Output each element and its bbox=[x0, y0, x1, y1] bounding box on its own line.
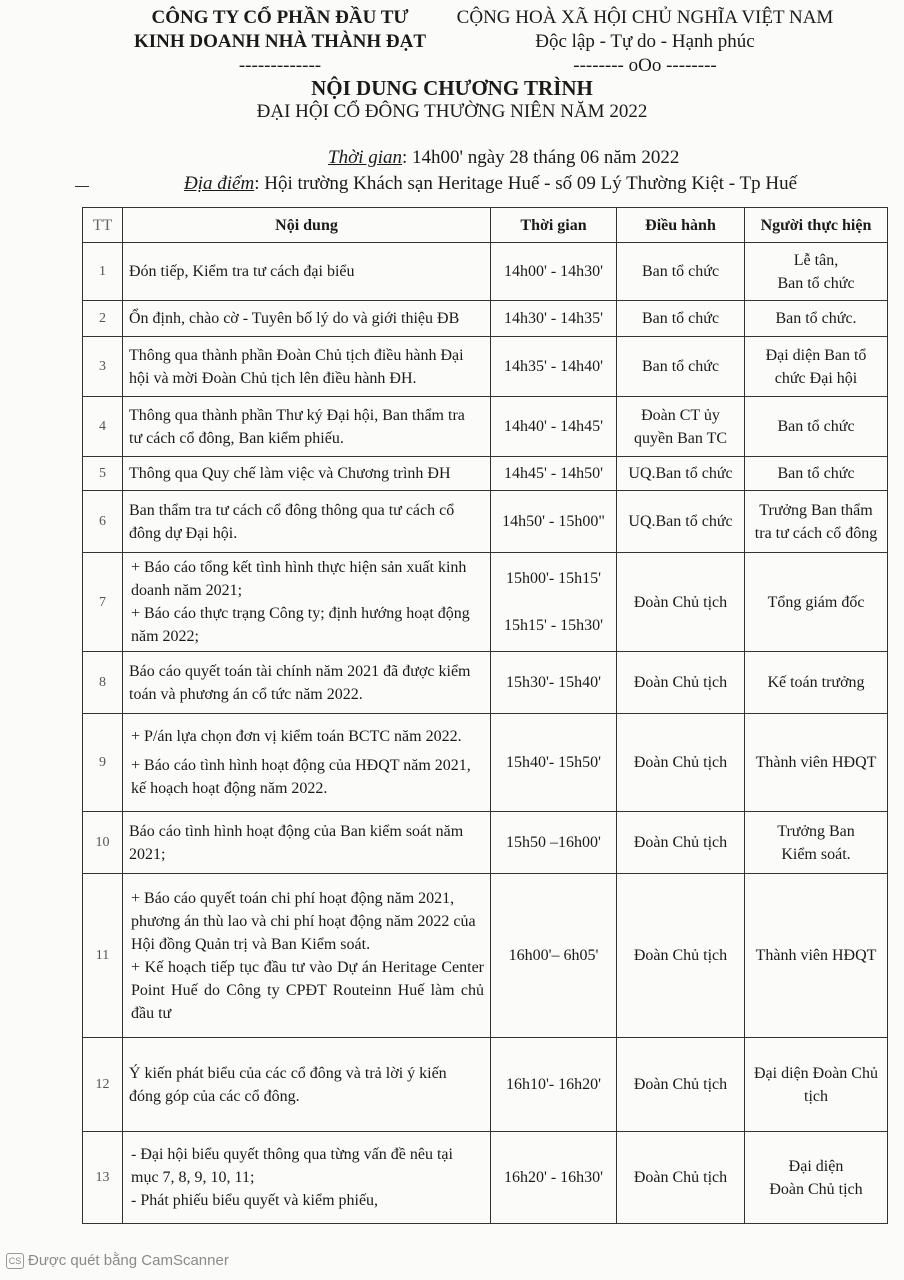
row-content bbox=[123, 301, 491, 337]
row-performer bbox=[745, 652, 888, 714]
table-row bbox=[83, 714, 888, 812]
header-lead: Điều hành bbox=[617, 208, 745, 243]
row-lead: Đoàn Chủ tịch bbox=[617, 652, 745, 714]
row-time bbox=[491, 337, 617, 397]
content-line: toán và phương án cổ tức năm 2022. bbox=[129, 685, 363, 703]
row-content bbox=[123, 337, 491, 397]
time-line: 16h00'– 6h05' bbox=[508, 947, 599, 964]
row-number: 12 bbox=[83, 1038, 123, 1132]
row-time bbox=[491, 397, 617, 457]
watermark-text: Được quét bằng CamScanner bbox=[28, 1252, 229, 1269]
row-number: 2 bbox=[83, 301, 123, 337]
nation-motto: Độc lập - Tự do - Hạnh phúc bbox=[535, 31, 755, 52]
row-lead: Đoàn Chủ tịch bbox=[617, 553, 745, 652]
time-label: Thời gian bbox=[328, 147, 403, 168]
time-line: 15h50 –16h00' bbox=[506, 834, 601, 851]
nation-rule: -------- oOo -------- bbox=[573, 55, 717, 76]
scanner-watermark bbox=[6, 1252, 229, 1269]
row-time bbox=[491, 1132, 617, 1224]
content-line: đông dự Đại hội. bbox=[129, 524, 238, 542]
row-number: 13 bbox=[83, 1132, 123, 1224]
table-row bbox=[83, 1038, 888, 1132]
performer-line: chức Đại hội bbox=[774, 369, 858, 387]
table-row bbox=[83, 874, 888, 1038]
performer-line: Ban tổ chức bbox=[777, 418, 855, 435]
row-performer bbox=[745, 1038, 888, 1132]
row-performer bbox=[745, 812, 888, 874]
content-bullet: - Phát phiếu biểu quyết và kiểm phiếu, bbox=[131, 1192, 379, 1209]
performer-line: tra tư cách cổ đông bbox=[754, 524, 878, 542]
row-number: 5 bbox=[83, 457, 123, 491]
row-number: 3 bbox=[83, 337, 123, 397]
header-time: Thời gian bbox=[491, 208, 617, 243]
agenda-table bbox=[82, 207, 888, 1224]
time-line: 15h30'- 15h40' bbox=[505, 674, 602, 691]
performer-line: Kế toán trưởng bbox=[767, 674, 865, 691]
content-bullet: + Báo cáo thực trạng Công ty; định hướng hoạt động năm 2022; bbox=[131, 605, 470, 645]
performer-line: Ban tổ chức. bbox=[775, 310, 857, 327]
row-performer bbox=[745, 553, 888, 652]
camscanner-icon: CS bbox=[6, 1253, 24, 1269]
title-line2: ĐẠI HỘI CỔ ĐÔNG THƯỜNG NIÊN NĂM 2022 bbox=[256, 101, 648, 122]
table-row bbox=[83, 1132, 888, 1224]
row-time bbox=[491, 243, 617, 301]
row-content bbox=[123, 397, 491, 457]
performer-line: Đoàn Chủ tịch bbox=[769, 1180, 863, 1198]
performer-line: Trưởng Ban thẩm bbox=[759, 501, 873, 519]
content-line: hội và mời Đoàn Chủ tịch lên điều hành ĐH. bbox=[129, 369, 417, 387]
time-line: 15h00'- 15h15' bbox=[505, 570, 602, 587]
row-number: 10 bbox=[83, 812, 123, 874]
content-line: đóng góp của các cổ đông. bbox=[129, 1087, 300, 1105]
time-line: 15h40'- 15h50' bbox=[505, 754, 602, 771]
row-performer bbox=[745, 397, 888, 457]
row-content bbox=[123, 714, 491, 812]
row-content bbox=[123, 491, 491, 553]
company-rule: ------------- bbox=[238, 55, 322, 76]
time-value: : 14h00' ngày 28 tháng 06 năm 2022 bbox=[402, 147, 680, 168]
content-line: tư cách cổ đông, Ban kiểm phiếu. bbox=[129, 429, 344, 447]
time-line: 14h45' - 14h50' bbox=[503, 465, 604, 482]
performer-line: Đại diện Ban tổ bbox=[765, 346, 867, 364]
company-header bbox=[100, 6, 460, 78]
performer-line: Thành viên HĐQT bbox=[755, 754, 877, 771]
content-bullet: + Báo cáo tổng kết tình hình thực hiện sản xuất kinh doanh năm 2021; bbox=[131, 559, 467, 599]
place-value: : Hội trường Khách sạn Heritage Huế - số 09 Lý Thường Kiệt - Tp Huế bbox=[254, 173, 798, 194]
table-row bbox=[83, 301, 888, 337]
performer-line: Đại diện Đoàn Chủ bbox=[754, 1064, 878, 1082]
row-performer bbox=[745, 1132, 888, 1224]
row-lead: UQ.Ban tổ chức bbox=[617, 457, 745, 491]
time-line: 14h50' - 15h00" bbox=[502, 513, 605, 530]
time-line: 14h35' - 14h40' bbox=[503, 358, 604, 375]
header-content: Nội dung bbox=[123, 208, 491, 243]
row-lead: Đoàn Chủ tịch bbox=[617, 1038, 745, 1132]
content-line: Thông qua thành phần Thư ký Đại hội, Ban thẩm tra bbox=[129, 406, 465, 424]
time-line: 14h40' - 14h45' bbox=[503, 418, 604, 435]
row-content bbox=[123, 874, 491, 1038]
row-number: 1 bbox=[83, 243, 123, 301]
row-number: 8 bbox=[83, 652, 123, 714]
performer-line: Tổng giám đốc bbox=[767, 593, 865, 611]
content-line: Đón tiếp, Kiểm tra tư cách đại biểu bbox=[129, 263, 355, 280]
row-lead: Đoàn Chủ tịch bbox=[617, 714, 745, 812]
performer-line: Lễ tân, bbox=[793, 251, 839, 269]
row-time bbox=[491, 553, 617, 652]
row-time bbox=[491, 1038, 617, 1132]
title-line1: NỘI DUNG CHƯƠNG TRÌNH bbox=[311, 76, 593, 100]
row-performer bbox=[745, 874, 888, 1038]
table-header-row bbox=[83, 208, 888, 243]
row-content bbox=[123, 457, 491, 491]
time-line: 16h10'- 16h20' bbox=[505, 1076, 602, 1093]
table-row bbox=[83, 652, 888, 714]
content-line: Ban thẩm tra tư cách cổ đông thông qua tư cách cổ bbox=[129, 501, 455, 519]
row-time bbox=[491, 301, 617, 337]
content-line: 2021; bbox=[129, 845, 166, 863]
row-content bbox=[123, 243, 491, 301]
time-line: 14h00' - 14h30' bbox=[503, 263, 604, 280]
content-bullet: - Đại hội biểu quyết thông qua từng vấn đề nêu tại mục 7, 8, 9, 10, 11; bbox=[131, 1146, 453, 1186]
performer-line: Kiểm soát. bbox=[781, 845, 851, 863]
nation-header bbox=[450, 6, 840, 78]
row-time bbox=[491, 812, 617, 874]
row-lead: Ban tổ chức bbox=[617, 301, 745, 337]
table-row bbox=[83, 553, 888, 652]
row-performer bbox=[745, 337, 888, 397]
time-line: 14h30' - 14h35' bbox=[503, 310, 604, 327]
row-content bbox=[123, 1038, 491, 1132]
row-number: 11 bbox=[83, 874, 123, 1038]
performer-line: tịch bbox=[804, 1087, 828, 1105]
row-lead: Ban tổ chức bbox=[617, 337, 745, 397]
content-line: Báo cáo tình hình hoạt động của Ban kiểm soát năm bbox=[129, 822, 464, 840]
document-title bbox=[0, 76, 904, 124]
table-row bbox=[83, 812, 888, 874]
header-tt: TT bbox=[83, 208, 123, 243]
row-performer bbox=[745, 301, 888, 337]
row-time bbox=[491, 714, 617, 812]
row-lead: Đoàn CT ủy quyền Ban TC bbox=[617, 397, 745, 457]
row-time bbox=[491, 652, 617, 714]
row-performer bbox=[745, 457, 888, 491]
place-label: Địa điểm bbox=[184, 173, 255, 194]
row-content bbox=[123, 553, 491, 652]
row-content bbox=[123, 652, 491, 714]
performer-line: Đại diện bbox=[788, 1157, 844, 1175]
row-performer bbox=[745, 714, 888, 812]
content-bullet: + Báo cáo tình hình hoạt động của HĐQT năm 2021, kế hoạch hoạt động năm 2022. bbox=[131, 757, 471, 797]
row-content bbox=[123, 1132, 491, 1224]
content-line: Ý kiến phát biểu của các cổ đông và trả lời ý kiến bbox=[129, 1064, 447, 1082]
content-bullet: + Báo cáo quyết toán chi phí hoạt động năm 2021, phương án thù lao và chi phí hoạt động năm 2022 của Hội đồng Quản trị và Ban Kiểm soát. bbox=[131, 889, 476, 953]
company-name-line1: CÔNG TY CỔ PHẦN ĐẦU TƯ bbox=[151, 7, 409, 28]
row-number: 6 bbox=[83, 491, 123, 553]
row-lead: Đoàn Chủ tịch bbox=[617, 874, 745, 1038]
time-line: 15h15' - 15h30' bbox=[503, 617, 604, 634]
margin-mark bbox=[75, 186, 89, 187]
performer-line: Ban tổ chức bbox=[777, 465, 855, 482]
row-time bbox=[491, 457, 617, 491]
row-time bbox=[491, 491, 617, 553]
table-row bbox=[83, 337, 888, 397]
table-row bbox=[83, 491, 888, 553]
content-bullet: + Kế hoạch tiếp tục đầu tư vào Dự án Heritage Center Point Huế do Công ty CPĐT Routeinn Huế làm chủ đầu tư bbox=[131, 958, 484, 1022]
header-performer: Người thực hiện bbox=[745, 208, 888, 243]
table-row bbox=[83, 397, 888, 457]
table-row bbox=[83, 457, 888, 491]
row-lead: Đoàn Chủ tịch bbox=[617, 812, 745, 874]
meeting-place bbox=[184, 171, 797, 197]
row-number: 7 bbox=[83, 553, 123, 652]
row-lead: Đoàn Chủ tịch bbox=[617, 1132, 745, 1224]
row-number: 4 bbox=[83, 397, 123, 457]
company-name-line2: KINH DOANH NHÀ THÀNH ĐẠT bbox=[133, 31, 427, 52]
row-time bbox=[491, 874, 617, 1038]
performer-line: Ban tổ chức bbox=[777, 274, 855, 292]
content-line: Ổn định, chào cờ - Tuyên bố lý do và giới thiệu ĐB bbox=[129, 310, 460, 327]
content-line: Thông qua thành phần Đoàn Chủ tịch điều hành Đại bbox=[129, 346, 464, 364]
nation-name: CỘNG HOÀ XÃ HỘI CHỦ NGHĨA VIỆT NAM bbox=[456, 7, 834, 28]
row-performer bbox=[745, 491, 888, 553]
content-bullet: + P/án lựa chọn đơn vị kiểm toán BCTC năm 2022. bbox=[131, 728, 462, 745]
meeting-time bbox=[328, 145, 679, 171]
content-line: Báo cáo quyết toán tài chính năm 2021 đã được kiểm bbox=[129, 662, 471, 680]
row-content bbox=[123, 812, 491, 874]
performer-line: Thành viên HĐQT bbox=[755, 947, 877, 964]
content-line: Thông qua Quy chế làm việc và Chương trình ĐH bbox=[129, 465, 451, 482]
row-number: 9 bbox=[83, 714, 123, 812]
table-row bbox=[83, 243, 888, 301]
time-line: 16h20' - 16h30' bbox=[503, 1169, 604, 1186]
row-lead: UQ.Ban tổ chức bbox=[617, 491, 745, 553]
row-performer bbox=[745, 243, 888, 301]
row-lead: Ban tổ chức bbox=[617, 243, 745, 301]
performer-line: Trưởng Ban bbox=[777, 822, 855, 840]
